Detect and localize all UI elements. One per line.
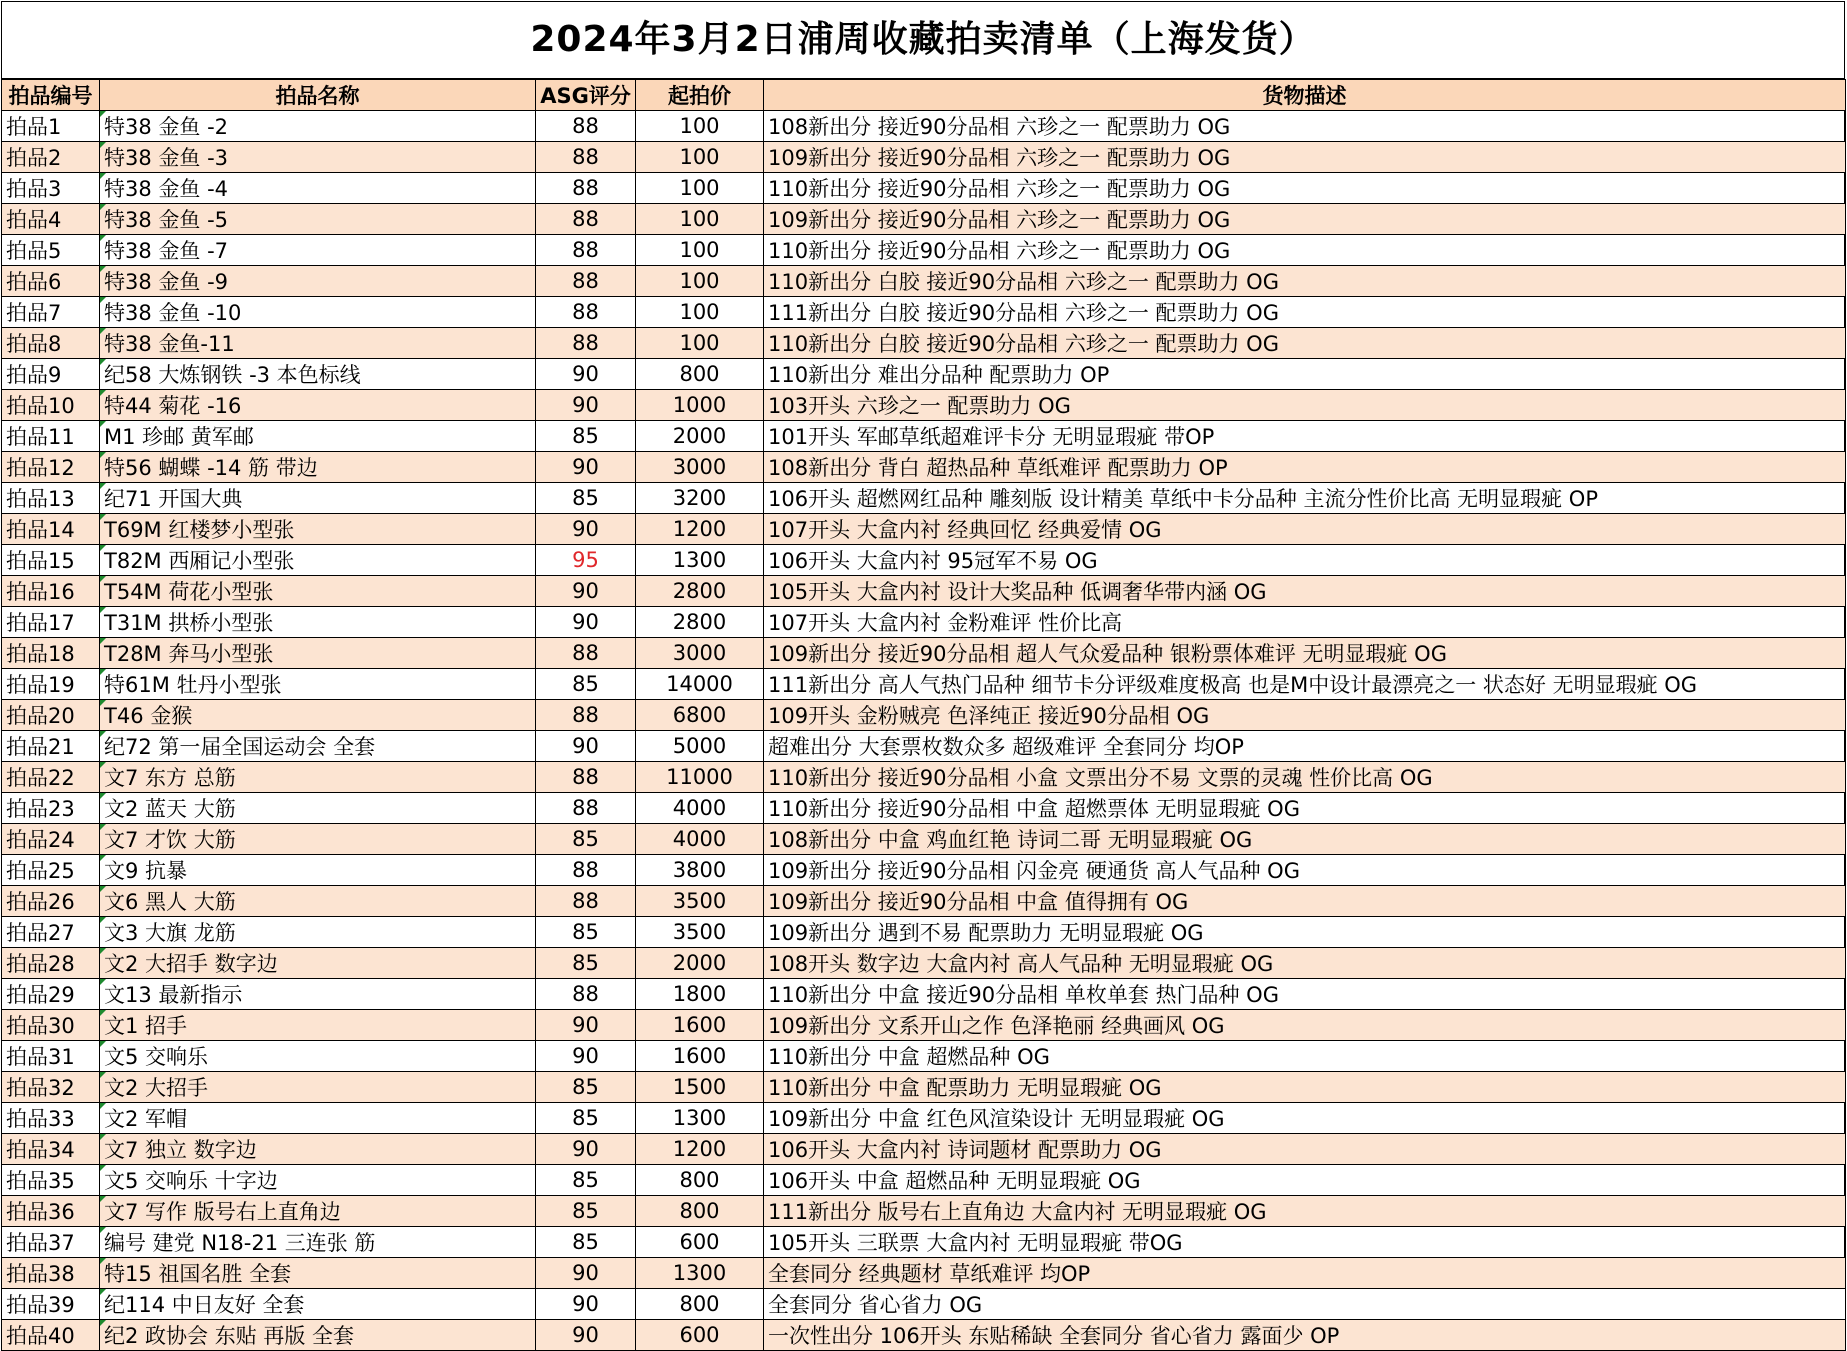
cell-asg-score: 85 — [536, 1165, 636, 1196]
cell-lot-number: 拍品14 — [2, 514, 100, 545]
cell-description: 110新出分 接近90分品相 中盒 超燃票体 无明显瑕疵 OG — [764, 793, 1846, 824]
cell-lot-number: 拍品23 — [2, 793, 100, 824]
cell-starting-price: 100 — [636, 328, 764, 359]
cell-lot-number: 拍品3 — [2, 173, 100, 204]
cell-lot-name: 特44 菊花 -16 — [100, 390, 536, 421]
table-row — [2, 762, 1846, 793]
table-row — [2, 483, 1846, 514]
cell-asg-score: 88 — [536, 638, 636, 669]
cell-lot-name: T69M 红楼梦小型张 — [100, 514, 536, 545]
cell-starting-price: 100 — [636, 173, 764, 204]
cell-lot-name: 特56 蝴蝶 -14 筋 带边 — [100, 452, 536, 483]
cell-asg-score: 88 — [536, 700, 636, 731]
cell-lot-name: 特38 金鱼 -10 — [100, 297, 536, 328]
cell-lot-name: T28M 奔马小型张 — [100, 638, 536, 669]
cell-lot-number: 拍品34 — [2, 1134, 100, 1165]
cell-lot-name: 文2 军帽 — [100, 1103, 536, 1134]
cell-description: 106开头 超燃网红品种 雕刻版 设计精美 草纸中卡分品种 主流分性价比高 无明显瑕疵 OP — [764, 483, 1846, 514]
cell-asg-score: 90 — [536, 1320, 636, 1351]
cell-description: 109新出分 接近90分品相 超人气众爱品种 银粉票体难评 无明显瑕疵 OG — [764, 638, 1846, 669]
cell-lot-name: M1 珍邮 黄军邮 — [100, 421, 536, 452]
cell-starting-price: 2000 — [636, 948, 764, 979]
table-row — [2, 1103, 1846, 1134]
table-row — [2, 855, 1846, 886]
cell-description: 110新出分 中盒 接近90分品相 单枚单套 热门品种 OG — [764, 979, 1846, 1010]
cell-asg-score: 85 — [536, 483, 636, 514]
cell-description: 105开头 三联票 大盒内衬 无明显瑕疵 带OG — [764, 1227, 1846, 1258]
cell-starting-price: 3800 — [636, 855, 764, 886]
cell-starting-price: 1300 — [636, 545, 764, 576]
cell-lot-name: 特38 金鱼 -9 — [100, 266, 536, 297]
cell-description: 109新出分 接近90分品相 六珍之一 配票助力 OG — [764, 204, 1846, 235]
cell-lot-name: 文13 最新指示 — [100, 979, 536, 1010]
cell-lot-number: 拍品15 — [2, 545, 100, 576]
cell-lot-name: 纪58 大炼钢铁 -3 本色标线 — [100, 359, 536, 390]
cell-lot-name: 文7 东方 总筋 — [100, 762, 536, 793]
cell-lot-number: 拍品19 — [2, 669, 100, 700]
cell-starting-price: 3200 — [636, 483, 764, 514]
cell-lot-number: 拍品38 — [2, 1258, 100, 1289]
cell-lot-name: 文5 交响乐 — [100, 1041, 536, 1072]
table-row — [2, 576, 1846, 607]
cell-lot-number: 拍品39 — [2, 1289, 100, 1320]
table-row — [2, 266, 1846, 297]
cell-asg-score: 88 — [536, 266, 636, 297]
table-row — [2, 235, 1846, 266]
table-header-row — [2, 80, 1846, 111]
cell-lot-name: 文5 交响乐 十字边 — [100, 1165, 536, 1196]
cell-description: 109新出分 中盒 红色风渲染设计 无明显瑕疵 OG — [764, 1103, 1846, 1134]
cell-starting-price: 3000 — [636, 452, 764, 483]
table-row — [2, 452, 1846, 483]
cell-starting-price: 5000 — [636, 731, 764, 762]
cell-asg-score: 85 — [536, 948, 636, 979]
cell-asg-score: 88 — [536, 173, 636, 204]
cell-asg-score: 85 — [536, 1196, 636, 1227]
cell-lot-number: 拍品20 — [2, 700, 100, 731]
cell-description: 108新出分 背白 超热品种 草纸难评 配票助力 OP — [764, 452, 1846, 483]
table-row — [2, 1320, 1846, 1351]
cell-asg-score: 90 — [536, 359, 636, 390]
cell-lot-name: 特38 金鱼 -4 — [100, 173, 536, 204]
cell-asg-score: 88 — [536, 855, 636, 886]
cell-lot-number: 拍品4 — [2, 204, 100, 235]
cell-starting-price: 1200 — [636, 1134, 764, 1165]
cell-starting-price: 600 — [636, 1320, 764, 1351]
cell-lot-number: 拍品7 — [2, 297, 100, 328]
cell-description: 109新出分 接近90分品相 六珍之一 配票助力 OG — [764, 142, 1846, 173]
cell-asg-score: 90 — [536, 1134, 636, 1165]
cell-starting-price: 2000 — [636, 421, 764, 452]
cell-lot-name: 编号 建党 N18-21 三连张 筋 — [100, 1227, 536, 1258]
cell-starting-price: 1600 — [636, 1041, 764, 1072]
cell-asg-score: 90 — [536, 514, 636, 545]
cell-lot-name: 文7 才饮 大筋 — [100, 824, 536, 855]
cell-description: 110新出分 中盒 配票助力 无明显瑕疵 OG — [764, 1072, 1846, 1103]
cell-lot-name: 文2 大招手 — [100, 1072, 536, 1103]
cell-lot-number: 拍品33 — [2, 1103, 100, 1134]
cell-asg-score: 90 — [536, 452, 636, 483]
cell-lot-number: 拍品1 — [2, 111, 100, 142]
cell-lot-name: 特38 金鱼-11 — [100, 328, 536, 359]
cell-lot-number: 拍品6 — [2, 266, 100, 297]
table-row — [2, 638, 1846, 669]
table-row — [2, 1258, 1846, 1289]
header-starting-price: 起拍价 — [636, 80, 764, 111]
cell-asg-score: 95 — [536, 545, 636, 576]
cell-lot-name: 文2 大招手 数字边 — [100, 948, 536, 979]
cell-asg-score: 88 — [536, 235, 636, 266]
cell-asg-score: 88 — [536, 762, 636, 793]
auction-sheet — [1, 1, 1845, 1348]
cell-description: 110新出分 难出分品种 配票助力 OP — [764, 359, 1846, 390]
cell-asg-score: 88 — [536, 328, 636, 359]
cell-description: 全套同分 经典题材 草纸难评 均OP — [764, 1258, 1846, 1289]
cell-description: 全套同分 省心省力 OG — [764, 1289, 1846, 1320]
table-row — [2, 1010, 1846, 1041]
cell-lot-name: 文6 黑人 大筋 — [100, 886, 536, 917]
cell-description: 107开头 大盒内衬 经典回忆 经典爱情 OG — [764, 514, 1846, 545]
cell-lot-name: 纪114 中日友好 全套 — [100, 1289, 536, 1320]
cell-lot-name: 纪71 开国大典 — [100, 483, 536, 514]
table-row — [2, 204, 1846, 235]
cell-lot-number: 拍品31 — [2, 1041, 100, 1072]
page-title: 2024年3月2日浦周收藏拍卖清单（上海发货） — [2, 2, 1844, 79]
cell-description: 109新出分 接近90分品相 中盒 值得拥有 OG — [764, 886, 1846, 917]
cell-lot-name: 文2 蓝天 大筋 — [100, 793, 536, 824]
table-row — [2, 1072, 1846, 1103]
cell-asg-score: 90 — [536, 731, 636, 762]
table-row — [2, 793, 1846, 824]
cell-description: 107开头 大盒内衬 金粉难评 性价比高 — [764, 607, 1846, 638]
cell-lot-name: T82M 西厢记小型张 — [100, 545, 536, 576]
table-row — [2, 824, 1846, 855]
cell-asg-score: 88 — [536, 886, 636, 917]
table-row — [2, 1041, 1846, 1072]
cell-lot-number: 拍品8 — [2, 328, 100, 359]
cell-lot-name: 文7 写作 版号右上直角边 — [100, 1196, 536, 1227]
cell-starting-price: 4000 — [636, 824, 764, 855]
cell-description: 110新出分 白胶 接近90分品相 六珍之一 配票助力 OG — [764, 266, 1846, 297]
cell-starting-price: 100 — [636, 297, 764, 328]
cell-lot-number: 拍品29 — [2, 979, 100, 1010]
cell-lot-name: 文3 大旗 龙筋 — [100, 917, 536, 948]
cell-starting-price: 6800 — [636, 700, 764, 731]
cell-asg-score: 90 — [536, 390, 636, 421]
table-row — [2, 1165, 1846, 1196]
cell-description: 109新出分 接近90分品相 闪金亮 硬通货 高人气品种 OG — [764, 855, 1846, 886]
table-row — [2, 173, 1846, 204]
cell-starting-price: 100 — [636, 266, 764, 297]
cell-asg-score: 90 — [536, 607, 636, 638]
cell-description: 111新出分 白胶 接近90分品相 六珍之一 配票助力 OG — [764, 297, 1846, 328]
cell-lot-number: 拍品16 — [2, 576, 100, 607]
cell-lot-number: 拍品35 — [2, 1165, 100, 1196]
cell-lot-name: 纪2 政协会 东贴 再版 全套 — [100, 1320, 536, 1351]
cell-lot-name: 特38 金鱼 -3 — [100, 142, 536, 173]
cell-description: 111新出分 版号右上直角边 大盒内衬 无明显瑕疵 OG — [764, 1196, 1846, 1227]
cell-lot-name: 文9 抗暴 — [100, 855, 536, 886]
cell-description: 110新出分 接近90分品相 六珍之一 配票助力 OG — [764, 173, 1846, 204]
header-description: 货物描述 — [764, 80, 1846, 111]
cell-asg-score: 85 — [536, 1227, 636, 1258]
cell-starting-price: 14000 — [636, 669, 764, 700]
cell-description: 108新出分 中盒 鸡血红艳 诗词二哥 无明显瑕疵 OG — [764, 824, 1846, 855]
cell-lot-number: 拍品22 — [2, 762, 100, 793]
table-row — [2, 1196, 1846, 1227]
cell-lot-name: T54M 荷花小型张 — [100, 576, 536, 607]
cell-description: 106开头 大盒内衬 诗词题材 配票助力 OG — [764, 1134, 1846, 1165]
cell-starting-price: 100 — [636, 142, 764, 173]
table-row — [2, 607, 1846, 638]
cell-description: 108开头 数字边 大盒内衬 高人气品种 无明显瑕疵 OG — [764, 948, 1846, 979]
cell-starting-price: 1800 — [636, 979, 764, 1010]
cell-lot-number: 拍品26 — [2, 886, 100, 917]
cell-lot-name: 特38 金鱼 -5 — [100, 204, 536, 235]
cell-starting-price: 800 — [636, 1289, 764, 1320]
cell-starting-price: 100 — [636, 111, 764, 142]
cell-starting-price: 800 — [636, 1165, 764, 1196]
cell-lot-number: 拍品21 — [2, 731, 100, 762]
header-lot-name: 拍品名称 — [100, 80, 536, 111]
table-row — [2, 421, 1846, 452]
cell-lot-name: 特15 祖国名胜 全套 — [100, 1258, 536, 1289]
cell-lot-number: 拍品9 — [2, 359, 100, 390]
cell-description: 108新出分 接近90分品相 六珍之一 配票助力 OG — [764, 111, 1846, 142]
table-row — [2, 948, 1846, 979]
table-row — [2, 390, 1846, 421]
cell-starting-price: 1300 — [636, 1258, 764, 1289]
cell-description: 一次性出分 106开头 东贴稀缺 全套同分 省心省力 露面少 OP — [764, 1320, 1846, 1351]
cell-lot-number: 拍品36 — [2, 1196, 100, 1227]
table-row — [2, 700, 1846, 731]
cell-asg-score: 90 — [536, 1041, 636, 1072]
cell-lot-name: 特38 金鱼 -7 — [100, 235, 536, 266]
cell-starting-price: 1300 — [636, 1103, 764, 1134]
cell-starting-price: 600 — [636, 1227, 764, 1258]
cell-lot-number: 拍品2 — [2, 142, 100, 173]
table-row — [2, 917, 1846, 948]
table-row — [2, 669, 1846, 700]
table-row — [2, 886, 1846, 917]
cell-asg-score: 85 — [536, 1072, 636, 1103]
cell-asg-score: 85 — [536, 824, 636, 855]
cell-description: 109新出分 文系开山之作 色泽艳丽 经典画风 OG — [764, 1010, 1846, 1041]
table-row — [2, 545, 1846, 576]
cell-lot-name: T46 金猴 — [100, 700, 536, 731]
cell-starting-price: 800 — [636, 1196, 764, 1227]
cell-lot-name: T31M 拱桥小型张 — [100, 607, 536, 638]
cell-description: 110新出分 中盒 超燃品种 OG — [764, 1041, 1846, 1072]
cell-lot-number: 拍品5 — [2, 235, 100, 266]
cell-asg-score: 90 — [536, 1258, 636, 1289]
cell-lot-number: 拍品27 — [2, 917, 100, 948]
cell-description: 106开头 中盒 超燃品种 无明显瑕疵 OG — [764, 1165, 1846, 1196]
cell-starting-price: 100 — [636, 235, 764, 266]
cell-asg-score: 85 — [536, 421, 636, 452]
cell-asg-score: 88 — [536, 111, 636, 142]
table-row — [2, 1134, 1846, 1165]
cell-asg-score: 85 — [536, 917, 636, 948]
cell-lot-name: 文7 独立 数字边 — [100, 1134, 536, 1165]
cell-starting-price: 1600 — [636, 1010, 764, 1041]
cell-starting-price: 3500 — [636, 917, 764, 948]
cell-starting-price: 3500 — [636, 886, 764, 917]
cell-lot-number: 拍品25 — [2, 855, 100, 886]
cell-description: 110新出分 接近90分品相 六珍之一 配票助力 OG — [764, 235, 1846, 266]
table-row — [2, 328, 1846, 359]
cell-lot-number: 拍品17 — [2, 607, 100, 638]
table-row — [2, 359, 1846, 390]
cell-lot-number: 拍品12 — [2, 452, 100, 483]
cell-starting-price: 100 — [636, 204, 764, 235]
cell-starting-price: 1000 — [636, 390, 764, 421]
cell-description: 超难出分 大套票枚数众多 超级难评 全套同分 均OP — [764, 731, 1846, 762]
cell-lot-number: 拍品28 — [2, 948, 100, 979]
cell-lot-number: 拍品24 — [2, 824, 100, 855]
cell-asg-score: 85 — [536, 1103, 636, 1134]
table-body — [2, 111, 1846, 1351]
header-asg-score: ASG评分 — [536, 80, 636, 111]
cell-description: 105开头 大盒内衬 设计大奖品种 低调奢华带内涵 OG — [764, 576, 1846, 607]
auction-table — [1, 79, 1846, 1351]
table-row — [2, 142, 1846, 173]
cell-starting-price: 11000 — [636, 762, 764, 793]
cell-asg-score: 88 — [536, 204, 636, 235]
cell-asg-score: 88 — [536, 979, 636, 1010]
cell-lot-number: 拍品18 — [2, 638, 100, 669]
cell-lot-number: 拍品13 — [2, 483, 100, 514]
cell-asg-score: 90 — [536, 1010, 636, 1041]
cell-asg-score: 88 — [536, 793, 636, 824]
cell-description: 101开头 军邮草纸超难评卡分 无明显瑕疵 带OP — [764, 421, 1846, 452]
table-row — [2, 111, 1846, 142]
cell-lot-number: 拍品30 — [2, 1010, 100, 1041]
cell-description: 109新出分 遇到不易 配票助力 无明显瑕疵 OG — [764, 917, 1846, 948]
cell-asg-score: 85 — [536, 669, 636, 700]
cell-starting-price: 1500 — [636, 1072, 764, 1103]
cell-starting-price: 2800 — [636, 607, 764, 638]
cell-asg-score: 90 — [536, 1289, 636, 1320]
table-row — [2, 297, 1846, 328]
table-row — [2, 514, 1846, 545]
table-row — [2, 731, 1846, 762]
cell-starting-price: 4000 — [636, 793, 764, 824]
cell-lot-number: 拍品11 — [2, 421, 100, 452]
cell-asg-score: 90 — [536, 576, 636, 607]
cell-lot-number: 拍品10 — [2, 390, 100, 421]
table-row — [2, 1289, 1846, 1320]
cell-description: 109开头 金粉贼亮 色泽纯正 接近90分品相 OG — [764, 700, 1846, 731]
cell-starting-price: 800 — [636, 359, 764, 390]
cell-asg-score: 88 — [536, 142, 636, 173]
cell-description: 110新出分 白胶 接近90分品相 六珍之一 配票助力 OG — [764, 328, 1846, 359]
cell-lot-name: 特61M 牡丹小型张 — [100, 669, 536, 700]
cell-starting-price: 3000 — [636, 638, 764, 669]
cell-description: 111新出分 高人气热门品种 细节卡分评级难度极高 也是M中设计最漂亮之一 状态好 无明显瑕疵 OG — [764, 669, 1846, 700]
cell-asg-score: 88 — [536, 297, 636, 328]
cell-lot-name: 文1 招手 — [100, 1010, 536, 1041]
cell-description: 110新出分 接近90分品相 小盒 文票出分不易 文票的灵魂 性价比高 OG — [764, 762, 1846, 793]
cell-description: 106开头 大盒内衬 95冠军不易 OG — [764, 545, 1846, 576]
cell-starting-price: 2800 — [636, 576, 764, 607]
cell-description: 103开头 六珍之一 配票助力 OG — [764, 390, 1846, 421]
table-row — [2, 979, 1846, 1010]
cell-lot-number: 拍品32 — [2, 1072, 100, 1103]
table-row — [2, 1227, 1846, 1258]
cell-lot-number: 拍品40 — [2, 1320, 100, 1351]
header-lot-number: 拍品编号 — [2, 80, 100, 111]
cell-lot-number: 拍品37 — [2, 1227, 100, 1258]
cell-lot-name: 纪72 第一届全国运动会 全套 — [100, 731, 536, 762]
cell-starting-price: 1200 — [636, 514, 764, 545]
cell-lot-name: 特38 金鱼 -2 — [100, 111, 536, 142]
